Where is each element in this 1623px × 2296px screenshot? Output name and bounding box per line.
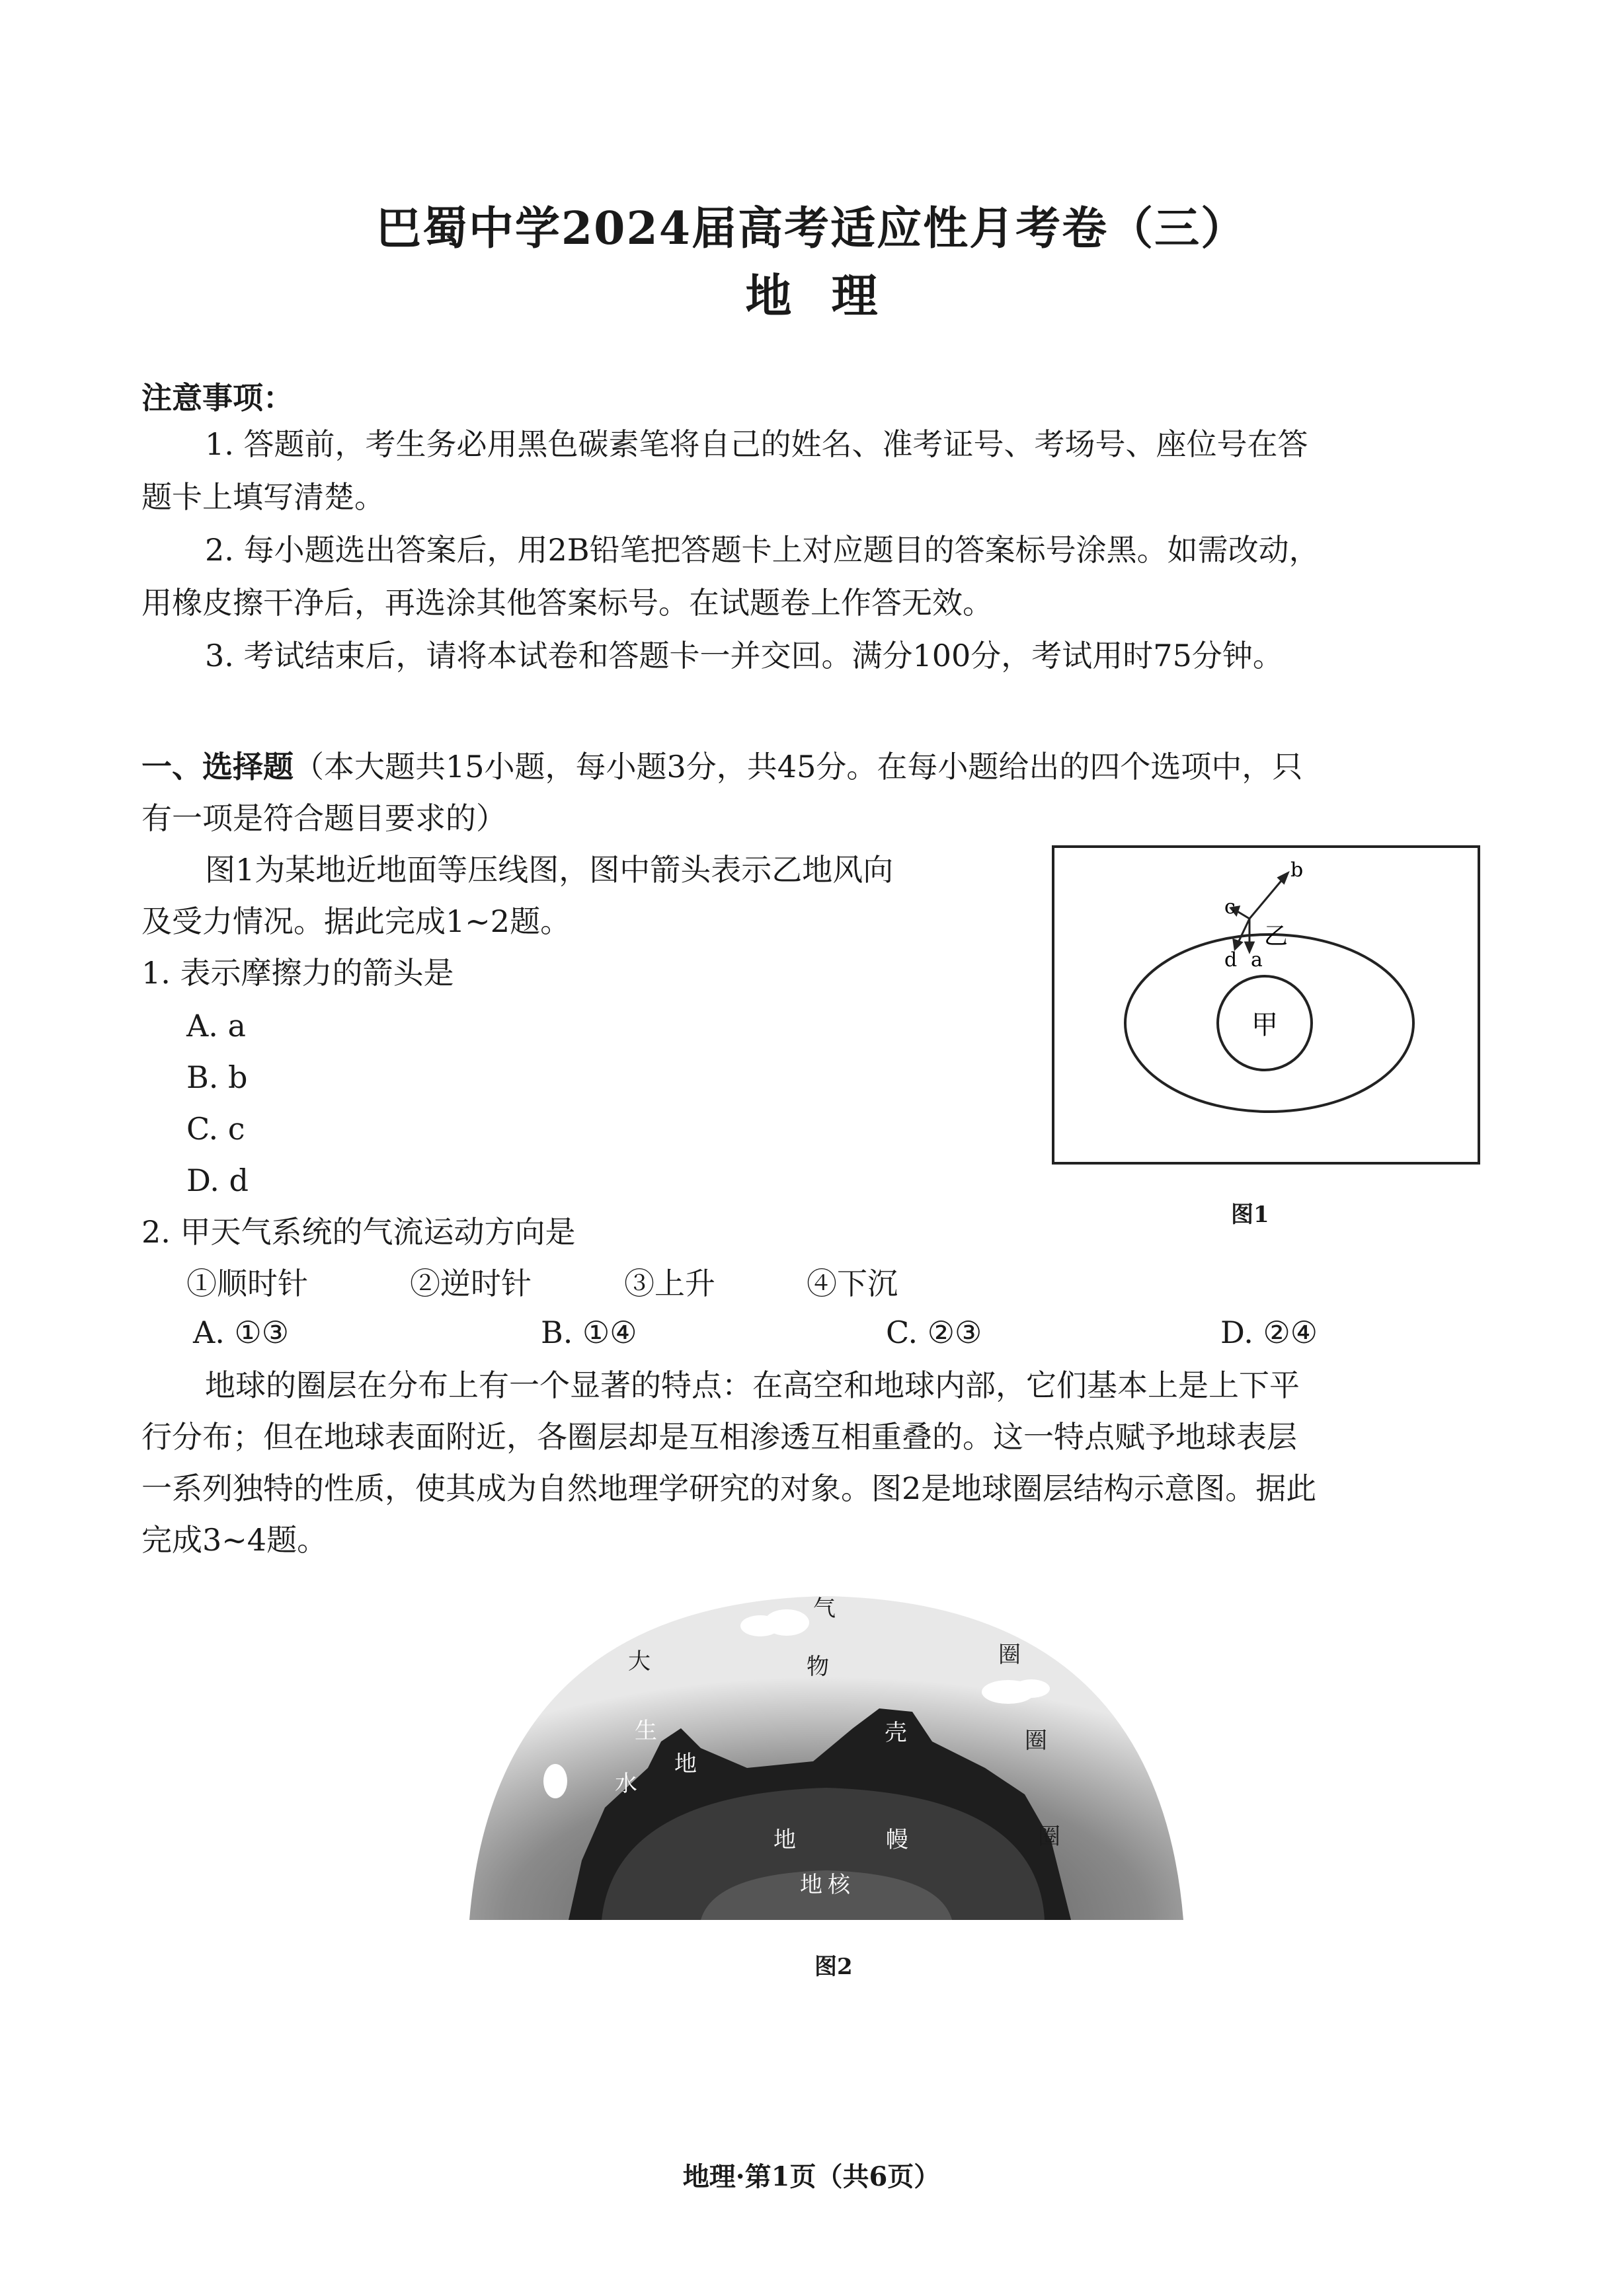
section-1-heading: 一、选择题 (141, 749, 294, 784)
notice-item-1-line-2: 题卡上填写清楚。 (141, 479, 385, 515)
label-quan-1: 圈 (998, 1642, 1021, 1668)
label-b: b (1290, 859, 1304, 882)
label-di-2: 地 (773, 1827, 796, 1853)
label-quan-3: 圈 (1038, 1823, 1060, 1850)
q1-option-c: C. c (186, 1111, 245, 1147)
label-da: 大 (628, 1648, 651, 1675)
figure1-intro-line-2: 及受力情况。据此完成1~2题。 (141, 903, 571, 939)
exam-title: 巴蜀中学2024届高考适应性月考卷（三） (376, 202, 1247, 255)
q2-choice-4: ④下沉 (807, 1266, 898, 1301)
q2-choice-1: ①顺时针 (186, 1266, 308, 1301)
q2-choice-2: ②逆时针 (410, 1266, 532, 1301)
section-1-line-2: 有一项是符合题目要求的） (141, 800, 506, 836)
passage-2-line-3: 一系列独特的性质，使其成为自然地理学研究的对象。图2是地球圈层结构示意图。据此 (141, 1471, 1317, 1506)
label-c: c (1224, 896, 1236, 919)
subject-title: 地理 (745, 268, 918, 323)
notice-item-2-line-1: 2. 每小题选出答案后，用2B铅笔把答题卡上对应题目的答案标号涂黑。如需改动， (205, 532, 1320, 568)
notice-item-2-line-2: 用橡皮擦干净后，再选涂其他答案标号。在试题卷上作答无效。 (141, 585, 993, 621)
notice-item-1-line-1: 1. 答题前，考生务必用黑色碳素笔将自己的姓名、准考证号、考场号、座位号在答 (205, 426, 1308, 462)
notice-item-3: 3. 考试结束后，请将本试卷和答题卡一并交回。满分100分，考试用时75分钟。 (205, 638, 1283, 673)
label-d: d (1224, 948, 1238, 972)
question-1-stem: 1. 表示摩擦力的箭头是 (141, 955, 454, 991)
label-dihe: 地核 (800, 1872, 855, 1898)
q1-option-a: A. a (186, 1008, 246, 1044)
label-jia: 甲 (1251, 1010, 1278, 1040)
arrow-c-line (1236, 911, 1249, 919)
label-qi: 气 (813, 1595, 836, 1622)
arrow-d-head (1234, 940, 1242, 949)
label-man: 幔 (886, 1827, 908, 1853)
figure-2-caption: 图2 (814, 1954, 853, 1980)
notice-heading: 注意事项： (141, 380, 294, 416)
figure-1-isobar-diagram (1051, 845, 1481, 1165)
q2-option-a: A. ①③ (193, 1315, 289, 1350)
q1-option-d: D. d (186, 1163, 249, 1198)
passage-2-line-4: 完成3~4题。 (141, 1522, 328, 1558)
passage-2-line-1: 地球的圈层在分布上有一个显著的特点：在高空和地球内部，它们基本上是上下平 (205, 1367, 1300, 1403)
figure-2-earth-spheres (456, 1576, 1197, 1920)
section-1-description: （本大题共15小题，每小题3分，共45分。在每小题给出的四个选项中，只 (294, 749, 1303, 784)
label-shui: 水 (615, 1771, 637, 1797)
page-footer: 地理·第1页（共6页） (682, 2161, 941, 2192)
label-sheng: 生 (635, 1718, 657, 1744)
figure-1-caption: 图1 (1231, 1202, 1269, 1228)
section-1-line-1 (141, 747, 1302, 786)
label-wu: 物 (807, 1654, 829, 1680)
q2-option-d: D. ②④ (1220, 1315, 1318, 1350)
label-a: a (1251, 948, 1263, 972)
figure1-intro-line-1: 图1为某地近地面等压线图，图中箭头表示乙地风向 (205, 852, 894, 888)
q2-option-c: C. ②③ (886, 1315, 982, 1350)
label-di-1: 地 (674, 1751, 697, 1777)
label-yi: 乙 (1264, 923, 1288, 950)
label-ke: 壳 (885, 1720, 907, 1746)
figure-1-frame (1053, 847, 1479, 1163)
arrow-b-line (1249, 878, 1284, 919)
question-2-stem: 2. 甲天气系统的气流运动方向是 (141, 1214, 576, 1250)
q2-choice-3: ③上升 (624, 1266, 715, 1301)
q2-option-b: B. ①④ (541, 1315, 637, 1350)
q1-option-b: B. b (186, 1059, 248, 1095)
passage-2-line-2: 行分布；但在地球表面附近，各圈层却是互相渗透互相重叠的。这一特点赋予地球表层 (141, 1419, 1297, 1455)
label-quan-2: 圈 (1025, 1728, 1047, 1754)
arrow-d-line (1238, 919, 1249, 944)
